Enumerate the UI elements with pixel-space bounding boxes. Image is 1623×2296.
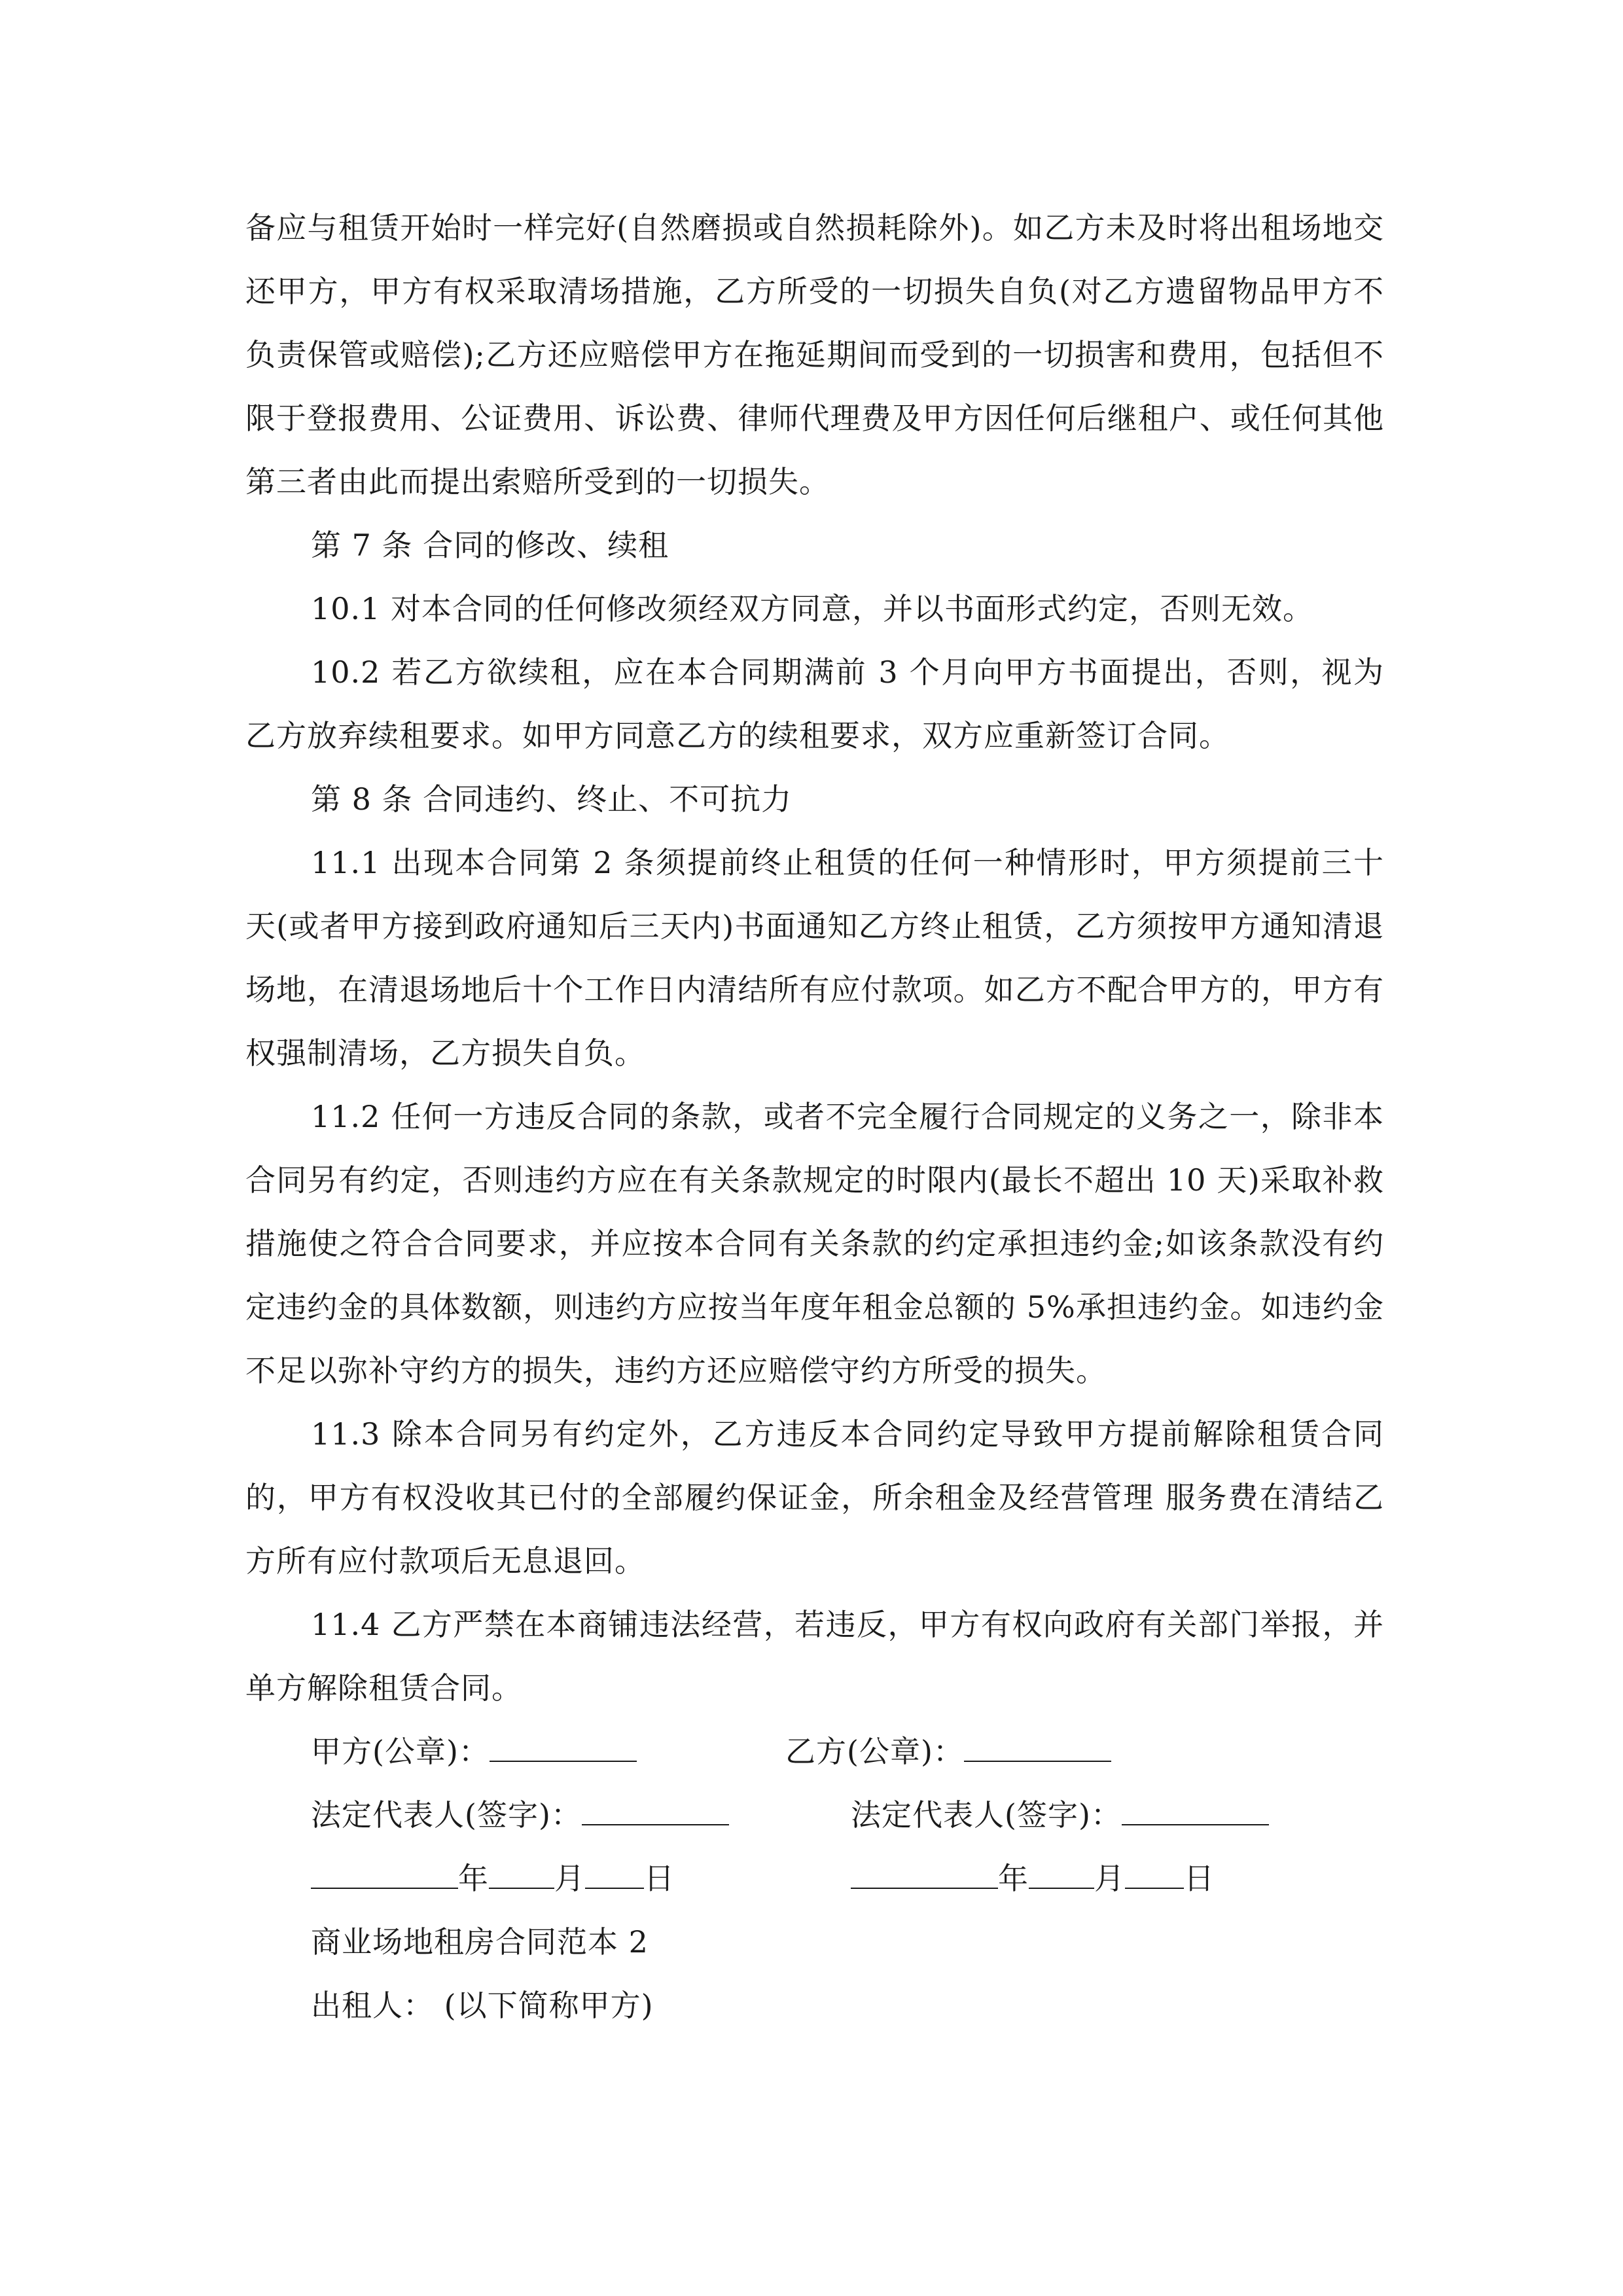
party-b-year-label: 年 (998, 1861, 1029, 1896)
party-b-rep-blank (1122, 1785, 1269, 1825)
party-b-representative (851, 1784, 1269, 1847)
party-b-date (851, 1847, 1215, 1910)
paragraph-clause-continuation: 备应与租赁开始时一样完好(自然磨损或自然损耗除外)。如乙方未及时将出租场地交还甲方，甲方有权采取清场措施，乙方所受的一切损失自负(对乙方遗留物品甲方不负责保管或赔偿);乙方还应赔偿甲方在拖延期间而受到的一切损害和费用，包括但不限于登报费用、公证费用、诉讼费、律师代理费及甲方因任何后继租户、或任何其他第三者由此而提出索赔所受到的一切损失。 (245, 210, 1384, 499)
paragraph-10-2: 10.2 若乙方欲续租，应在本合同期满前 3 个月向甲方书面提出，否则，视为乙方放弃续租要求。如甲方同意乙方的续租要求，双方应重新签订合同。 (245, 655, 1384, 753)
paragraph-11-2: 11.2 任何一方违反合同的条款，或者不完全履行合同规定的义务之一，除非本合同另有约定，否则违约方应在有关条款规定的时限内(最长不超出 10 天)采取补救措施使之符合合同要求，并应按本合同有关条款的约定承担违约金;如该条款没有约定违约金的具体数额，则违约方应按当年度年租金总额的 5%承担违约金。如违约金不足以弥补守约方的损失，违约方还应赔偿守约方所受的损失。 (245, 1099, 1384, 1388)
party-a-year-label: 年 (458, 1861, 489, 1896)
party-a-month-blank (489, 1848, 554, 1889)
party-b-year-blank (851, 1848, 998, 1889)
party-a-day-label: 日 (644, 1861, 675, 1896)
signature-row-date (245, 1847, 1384, 1910)
heading-article-7: 第 7 条 合同的修改、续租 (311, 528, 669, 563)
party-a-date (311, 1847, 675, 1910)
party-a-seal-blank (490, 1721, 637, 1762)
signature-row-seal (245, 1720, 1384, 1784)
paragraph-11-3: 11.3 除本合同另有约定外，乙方违反本合同约定导致甲方提前解除租赁合同的，甲方有权没收其已付的全部履约保证金，所余租金及经营管理 服务费在清结乙方所有应付款项后无息退回。 (245, 1416, 1384, 1579)
party-b-seal (785, 1720, 1111, 1784)
party-b-day-blank (1125, 1848, 1184, 1889)
party-a-seal-label: 甲方(公章)： (311, 1734, 490, 1769)
party-a-seal (311, 1720, 637, 1784)
party-a-day-blank (585, 1848, 644, 1889)
paragraph-11-1: 11.1 出现本合同第 2 条须提前终止租赁的任何一种情形时，甲方须提前三十天(或者甲方接到政府通知后三天内)书面通知乙方终止租赁，乙方须按甲方通知清退场地，在清退场地后十个工作日内清结所有应付款项。如乙方不配合甲方的，甲方有权强制清场，乙方损失自负。 (245, 845, 1384, 1071)
party-b-month-blank (1029, 1848, 1094, 1889)
contract-template-title: 商业场地租房合同范本 2 (311, 1924, 649, 1960)
signature-row-representative (245, 1784, 1384, 1847)
paragraph-10-1: 10.1 对本合同的任何修改须经双方同意，并以书面形式约定，否则无效。 (311, 591, 1314, 626)
party-a-year-blank (311, 1848, 458, 1889)
party-b-rep-label: 法定代表人(签字)： (851, 1797, 1122, 1833)
party-b-day-label: 日 (1184, 1861, 1215, 1896)
document-body (245, 196, 1384, 2037)
party-a-month-label: 月 (554, 1861, 585, 1896)
party-a-representative (311, 1784, 729, 1847)
party-b-month-label: 月 (1094, 1861, 1125, 1896)
party-a-rep-label: 法定代表人(签字)： (311, 1797, 582, 1833)
paragraph-11-4: 11.4 乙方严禁在本商铺违法经营，若违反，甲方有权向政府有关部门举报，并单方解除租赁合同。 (245, 1607, 1384, 1706)
lessor-line: 出租人： (以下简称甲方) (311, 1988, 654, 2023)
party-b-seal-blank (964, 1721, 1111, 1762)
party-b-seal-label: 乙方(公章)： (785, 1734, 964, 1769)
heading-article-8: 第 8 条 合同违约、终止、不可抗力 (311, 781, 793, 817)
party-a-rep-blank (582, 1785, 729, 1825)
